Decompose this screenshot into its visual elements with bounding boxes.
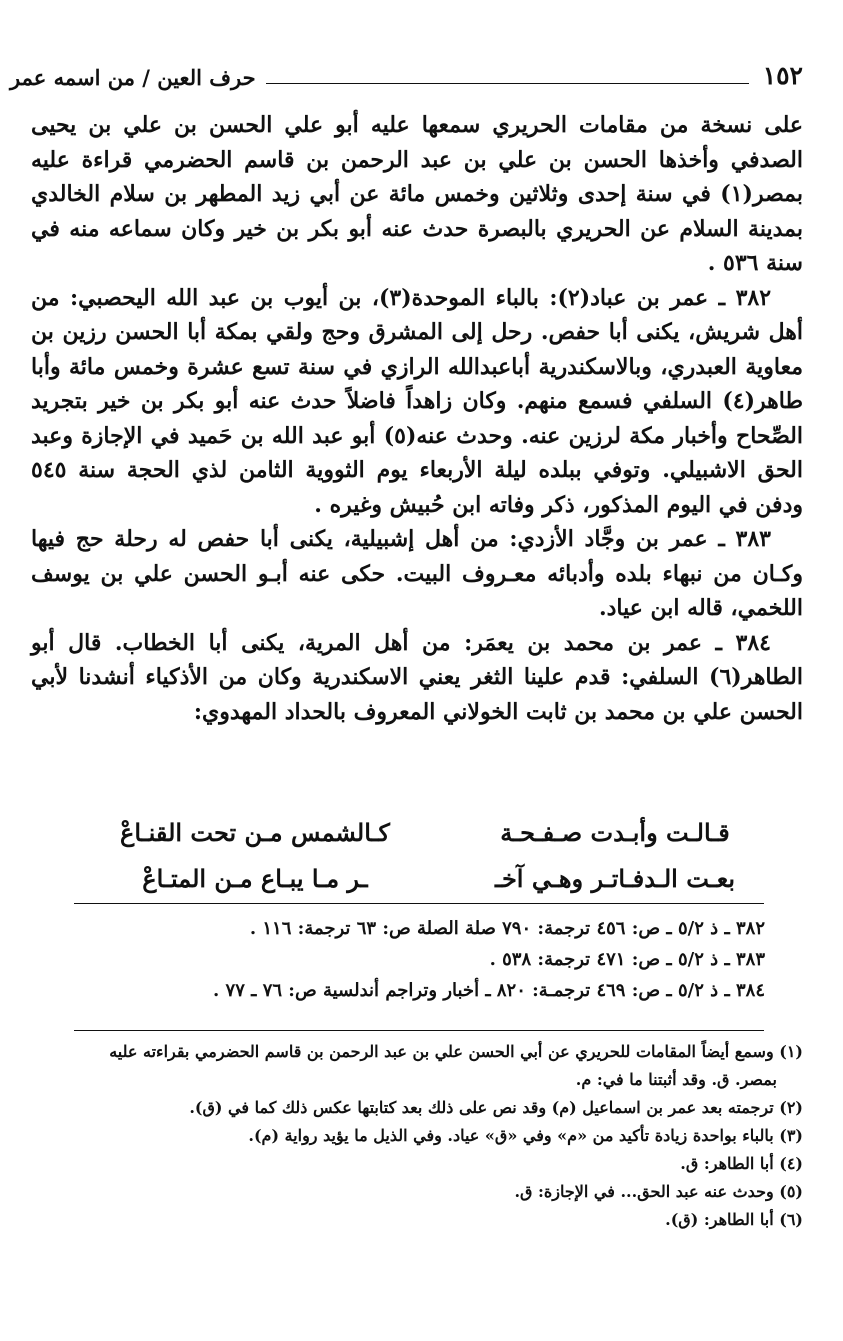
footnote: (٥) وحدث عنه عبد الحق... في الإجازة: ق. <box>514 1182 803 1201</box>
footnote: (٦) أبا الطاهر: (ق). <box>665 1210 803 1229</box>
entry-384: ٣٨٤ ـ عمر بن محمد بن يعمَر: من أهل المرية، يكنى أبا الخطاب. قال أبو الطاهر(٦) السلفي: قدم علينا الثغر يعني الاسكندرية وكان من الأذكياء أنشدنا لأبي الحسن علي بن محمد بن ثابت الخولاني المعروف بالحداد المهدوي: <box>31 629 803 725</box>
footnote: بمصر. ق. وقد أثبتنا ما في: م. <box>575 1070 777 1089</box>
source-line: ٣٨٢ ـ ذ ٥/٢ ـ ص: ٤٥٦ ترجمة: ٧٩٠ صلة الصلة ص: ٦٣ ترجمة: ١١٦ . <box>249 918 765 939</box>
sources-block <box>45 913 765 1006</box>
source-line: ٣٨٤ ـ ذ ٥/٢ ـ ص: ٤٦٩ ترجمـة: ٨٢٠ ـ أخبار وتراجم أندلسية ص: ٧٦ ـ ٧٧ . <box>212 980 765 1001</box>
footnote: (٣) بالباء بواحدة زيادة تأكيد من «م» وفي «ق» عياد. وفي الذيل ما يؤيد رواية (م). <box>248 1126 803 1145</box>
entry-383: ٣٨٣ ـ عمر بن وجَّاد الأزدي: من أهل إشبيلية، يكنى أبا حفص له رحلة حج فيها وكـان من نبهاء بلده وأدبائه معـروف البيت. حكى عنه أبـو الحسن علي بن يوسف اللخمي، قاله ابن عياد. <box>31 526 803 621</box>
source-line: ٣٨٣ ـ ذ ٥/٢ ـ ص: ٤٧١ ترجمة: ٥٣٨ . <box>489 949 765 970</box>
poem-verse-1 <box>105 810 765 856</box>
page-number: ١٥٢ <box>762 61 803 90</box>
main-text <box>31 108 803 729</box>
page-header <box>10 52 803 88</box>
poem-hemistich: كـالشمس مـن تحت القنـاعْ <box>120 818 390 847</box>
footnote: (٤) أبا الطاهر: ق. <box>680 1154 803 1173</box>
poem-hemistich: بعـت الـدفـاتـر وهـي آخـ <box>494 864 736 893</box>
poem-verse-2 <box>105 856 765 902</box>
poem-hemistich: قـالـت وأبـدت صـفـحـة <box>500 818 730 847</box>
footnotes-separator <box>74 1030 764 1031</box>
footnote: (٢) ترجمته بعد عمر بن اسماعيل (م) وقد نص على ذلك بعد كتابتها عكس ذلك كما في (ق). <box>189 1098 803 1117</box>
sources-separator <box>74 903 764 904</box>
poem-hemistich: ـر مـا يبـاع مـن المتـاعْ <box>142 864 368 893</box>
footnotes-block <box>8 1038 803 1234</box>
entry-382: ٣٨٢ ـ عمر بن عباد(٢): بالباء الموحدة(٣)، بن أيوب بن عبد الله اليحصبي: من أهل شريش، يكنى أبا حفص. رحل إلى المشرق وحج ولقي بمكة أبا الحسن رزين بن معاوية العبدري، وبالاسكندرية أباعبدالله الرازي في سنة تسع عشرة وخمس مائة وأبا طاهر(٤) السلفي فسمع منهم. وكان زاهداً فاضلاً حدث عنه أبو بكر بن خير بتجريد الصِّحاح وأخبار مكة لرزين عنه. وحدث عنه(٥) أبو عبد الله بن حَميد في الإجازة وعبد الحق الاشبيلي. وتوفي ببلده ليلة الأربعاء يوم الثووية الثامن لذي الحجة سنة ٥٤٥ ودفن في اليوم المذكور، ذكر وفاته ابن حُبيش وغيره . <box>31 284 803 518</box>
footnote: (١) وسمع أيضاً المقامات للحريري عن أبي الحسن علي بن عبد الرحمن بن قاسم الحضرمي بقراءته عليه <box>109 1042 803 1061</box>
poem <box>105 810 765 902</box>
header-rule <box>266 83 749 84</box>
running-title: حرف العين / من اسمه عمر <box>10 65 256 90</box>
paragraph-continuation: على نسخة من مقامات الحريري سمعها عليه أبو علي الحسن بن علي بن يحيى الصدفي وأخذها الحسن بن علي بن عبد الرحمن بن قاسم الحضرمي قراءة عليه بمصر(١) في سنة إحدى وثلاثين وخمس مائة عن أبي زيد المطهر بن سلام الخالدي بمدينة السلام عن الحريري بالبصرة حدث عنه أبو بكر بن خير وكان سماعه منه في سنة ٥٣٦ . <box>31 112 803 276</box>
